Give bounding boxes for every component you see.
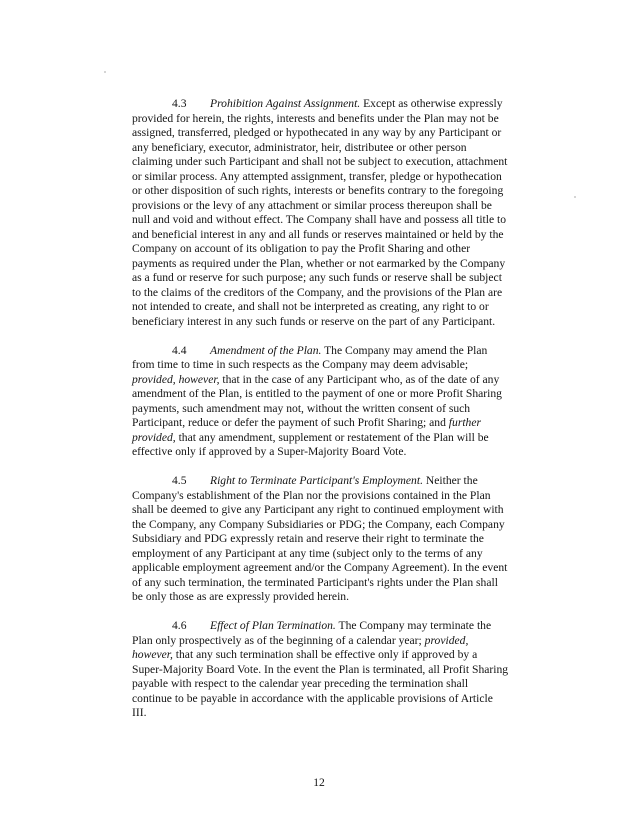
section-caption: Effect of Plan Termination.	[210, 619, 336, 632]
section-number: 4.4	[172, 343, 187, 357]
section-number: 4.5	[172, 474, 187, 487]
section-4-4	[132, 344, 510, 460]
body-text-run: that any such termination shall be effective only if approved by a Super-Majority Board Vote. In the event the Plan is terminated, all Profit Sharing payable with respect to the calendar year preceding the termination shall continue to be payable in accordance with the applicable provisions of Article III.	[132, 648, 509, 719]
body-text-run: Neither the Company's establishment of the Plan nor the provisions contained in the Plan shall be deemed to give any Participant any right to continued employment with the Company, any Company Subsidiaries or PDG; the Company, each Company Subsidiary and PDG expressly retain and reserve their right to terminate the employment of any Participant at any time (subject only to the terms of any applicable employment agreement and/or the Company Agreement). In the event of any such termination, the terminated Participant's rights under the Plan shall be only those as are expressly provided herein.	[132, 474, 508, 603]
scan-speck	[104, 71, 106, 73]
body-text-run: The Company may amend the Plan from time to time in such respects as the Company may deem advisable;	[132, 343, 488, 371]
section-number: 4.3	[172, 97, 187, 110]
emphasized-text: provided, however,	[132, 372, 220, 386]
emphasized-text: further provided,	[132, 416, 482, 444]
section-caption: Amendment of the Plan.	[210, 343, 322, 357]
body-text-run: that in the case of any Participant who, as of the date of any amendment of the Plan, is entitled to the payment of one or more Profit Sharing payments, such amendment may not, without the written consent of such Participant, reduce or defer the payment of such Profit Sharing; and	[132, 372, 502, 429]
section-body	[132, 97, 507, 328]
body-text-run: that any amendment, supplement or restatement of the Plan will be effective only if approved by a Super-Majority Board Vote.	[132, 430, 489, 458]
section-4-3	[132, 97, 510, 329]
emphasized-text: provided, however,	[132, 633, 469, 661]
body-text-run: Except as otherwise expressly provided for herein, the rights, interests and benefits under the Plan may not be assigned, transferred, pledged or hypothecated in any way by any Participant or any beneficiary, executor, administrator, heir, distributee or other person claiming under such Participant and shall not be subject to execution, attachment or similar process. Any attempted assignment, transfer, pledge or hypothecation or other disposition of such rights, interests or benefits contrary to the foregoing provisions or the levy of any attachment or similar process thereupon shall be null and void and without effect. The Company shall have and possess all title to and beneficial interest in any and all funds or reserves maintained or held by the Company on account of its obligation to pay the Profit Sharing and other payments as required under the Plan, whether or not earmarked by the Company as a fund or reserve for such purpose; any such funds or reserve shall be subject to the claims of the creditors of the Company, and the provisions of the Plan are not intended to create, and shall not be interpreted as creating, any right to or beneficiary interest in any such funds or reserve on the part of any Participant.	[132, 97, 508, 328]
page-number: 12	[313, 776, 325, 789]
scan-speck	[574, 196, 576, 198]
body-text-run: The Company may terminate the Plan only prospectively as of the beginning of a calendar year;	[132, 619, 492, 647]
section-body	[132, 344, 502, 459]
section-caption: Prohibition Against Assignment.	[210, 97, 361, 110]
section-number: 4.6	[172, 619, 187, 632]
section-4-5	[132, 474, 510, 605]
section-body	[132, 619, 508, 719]
body-text	[132, 97, 510, 735]
section-4-6	[132, 619, 510, 721]
section-caption: Right to Terminate Participant's Employment.	[210, 474, 423, 487]
section-body	[132, 474, 507, 603]
